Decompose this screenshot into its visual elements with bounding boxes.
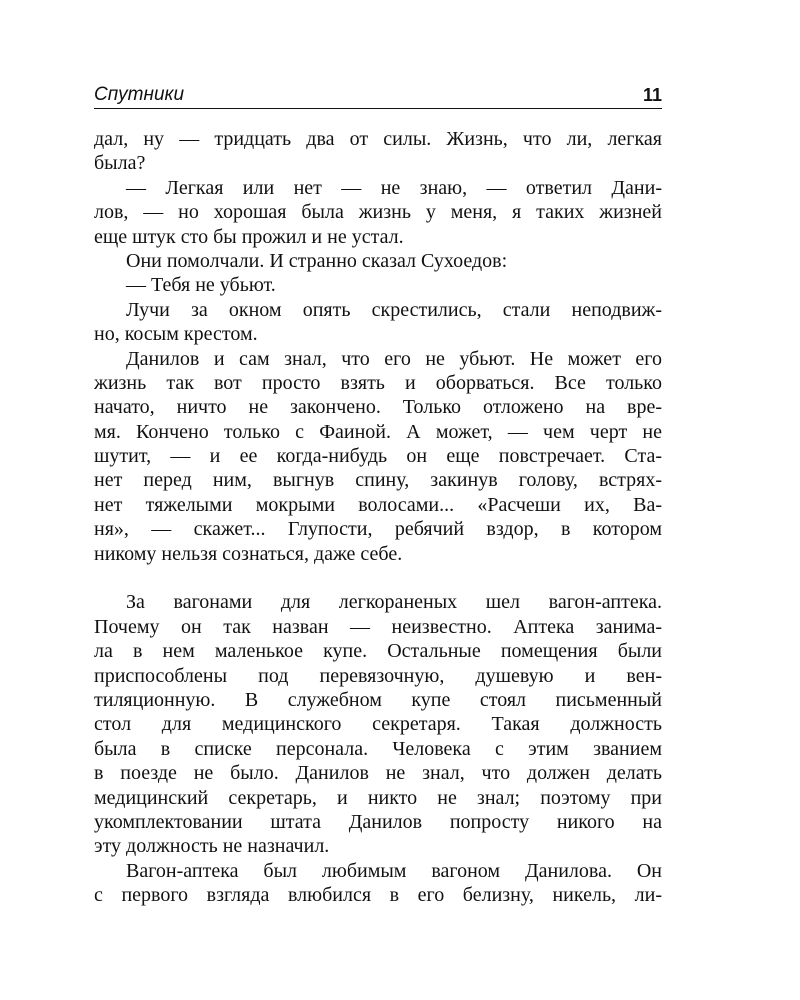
page-header [94,84,662,109]
text-line: шутит, — и ее когда-нибудь он еще повстречает. Ста- [94,445,662,468]
text-line: ня», — скажет... Глупости, ребячий вздор, в котором [94,518,662,541]
text-line: мя. Кончено только с Фаиной. А может, — чем черт не [94,420,662,443]
paragraph [94,249,662,273]
text-line: ла в нем маленькое купе. Остальные помещения были [94,640,662,663]
paragraph [94,347,662,567]
text-line: еще штук сто бы прожил и не устал. [94,225,404,248]
paragraph [94,176,662,249]
text-line: Почему он так назван — неизвестно. Аптека занима- [94,615,662,638]
text-line: медицинский секретарь, и никто не знал; поэтому при [94,786,662,809]
text-line: стол для медицинского секретаря. Такая должность [94,713,662,736]
text-line: с первого взгляда влюбился в его белизну, никель, ли- [94,884,662,907]
text-line: укомплектовании штата Данилов попросту никого на [94,810,662,833]
text-line: Вагон-аптека был любимым вагоном Данилова. Он [126,859,662,882]
paragraph [94,298,662,347]
text-line: жизнь так вот просто взять и оборваться. Все только [94,371,662,394]
text-line: — Легкая или нет — не знаю, — ответил Дани- [126,176,662,199]
body-text [94,127,662,908]
paragraph [94,127,662,176]
text-line: Данилов и сам знал, что его не убьют. Не может его [126,347,662,370]
running-title: Спутники [94,84,185,105]
paragraph [94,273,662,297]
text-line: эту должность не назначил. [94,835,330,858]
text-line: приспособлены под перевязочную, душевую и вен- [94,664,662,687]
text-line: нет тяжелыми мокрыми волосами... «Расчеши их, Ва- [94,493,662,516]
text-line: лов, — но хорошая была жизнь у меня, я таких жизней [94,201,662,224]
section-gap [94,566,662,590]
text-line: никому нельзя сознаться, даже себе. [94,542,403,565]
text-line: в поезде не было. Данилов не знал, что должен делать [94,762,662,785]
text-line: нет перед ним, выгнув спину, закинув голову, встрях- [94,469,662,492]
text-line: дал, ну — тридцать два от силы. Жизнь, что ли, легкая [94,128,662,150]
paragraph [94,590,662,858]
text-line: тиляционную. В служебном купе стоял письменный [94,688,662,711]
text-line: — Тебя не убьют. [126,274,276,297]
page-number: 11 [642,85,662,105]
text-line: Лучи за окном опять скрестились, стали неподвиж- [126,298,662,321]
text-line: но, косым крестом. [94,323,258,346]
text-line: Они помолчали. И странно сказал Сухоедов: [126,249,508,272]
text-line: была в списке персонала. Человека с этим званием [94,737,662,760]
text-line: За вагонами для легкораненых шел вагон-аптека. [126,591,662,614]
text-line: начато, ничто не закончено. Только отложено на вре- [94,396,662,419]
text-line: была? [94,152,146,175]
paragraph [94,859,662,908]
